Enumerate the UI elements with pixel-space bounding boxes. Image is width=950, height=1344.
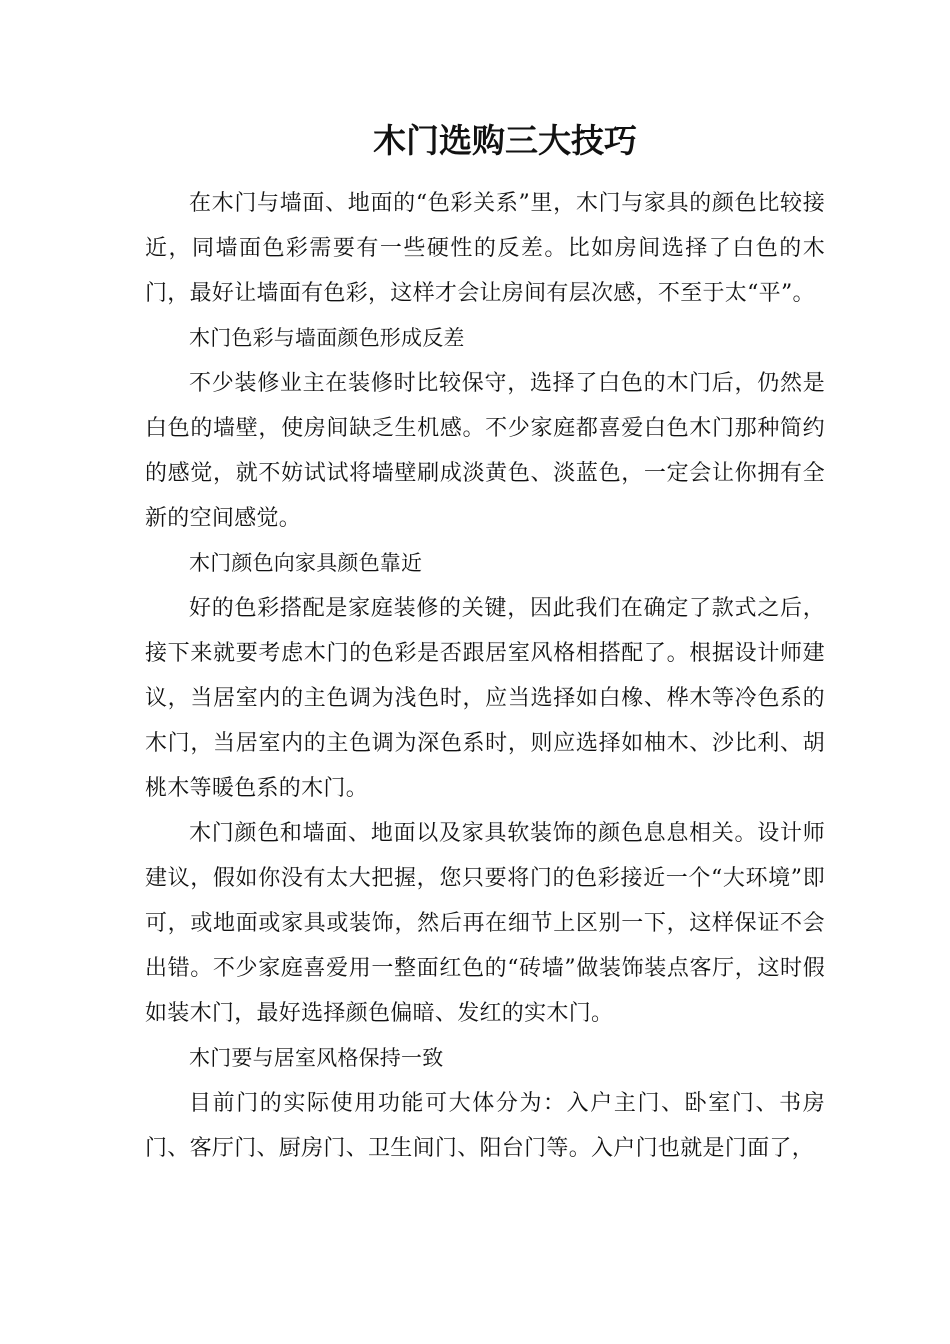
paragraph-color-relationship: 在木门与墙面、地面的“色彩关系”里，木门与家具的颜色比较接近，同墙面色彩需要有一些硬性的反差。比如房间选择了白色的木门，最好让墙面有色彩，这样才会让房间有层次感，不至于太“平”。 [145,191,825,306]
paragraph-color-matching: 好的色彩搭配是家庭装修的关键，因此我们在确定了款式之后，接下来就要考虑木门的色彩是否跟居室风格相搭配了。根据设计师建议，当居室内的主色调为浅色时，应当选择如白橡、桦木等冷色系的木门，当居室内的主色调为深色系时，则应选择如柚木、沙比利、胡桃木等暖色系的木门。 [145,596,825,801]
paragraph-white-door-white-wall: 不少装修业主在装修时比较保守，选择了白色的木门后，仍然是白色的墙壁，使房间缺乏生机感。不少家庭都喜爱白色木门那种简约的感觉，就不妨试试将墙壁刷成淡黄色、淡蓝色，一定会让你拥有全新的空间感觉。 [145,371,825,531]
subheading-close-to-furniture: 木门颜色向家具颜色靠近 [189,551,423,575]
paragraph-door-types: 目前门的实际使用功能可大体分为：入户主门、卧室门、书房门、客厅门、厨房门、卫生间门、阳台门等。入户门也就是门面了， [145,1091,825,1161]
subheading-contrast-with-wall: 木门色彩与墙面颜色形成反差 [189,326,465,350]
paragraph-designer-advice: 木门颜色和墙面、地面以及家具软装饰的颜色息息相关。设计师建议，假如你没有太大把握，您只要将门的色彩接近一个“大环境”即可，或地面或家具或装饰，然后再在细节上区别一下，这样保证不会出错。不少家庭喜爱用一整面红色的“砖墙”做装饰装点客厅，这时假如装木门，最好选择颜色偏暗、发红的实木门。 [145,821,825,1026]
document-body [145,181,825,1171]
document-title: 木门选购三大技巧 [373,121,637,160]
subheading-match-room-style: 木门要与居室风格保持一致 [189,1046,444,1070]
